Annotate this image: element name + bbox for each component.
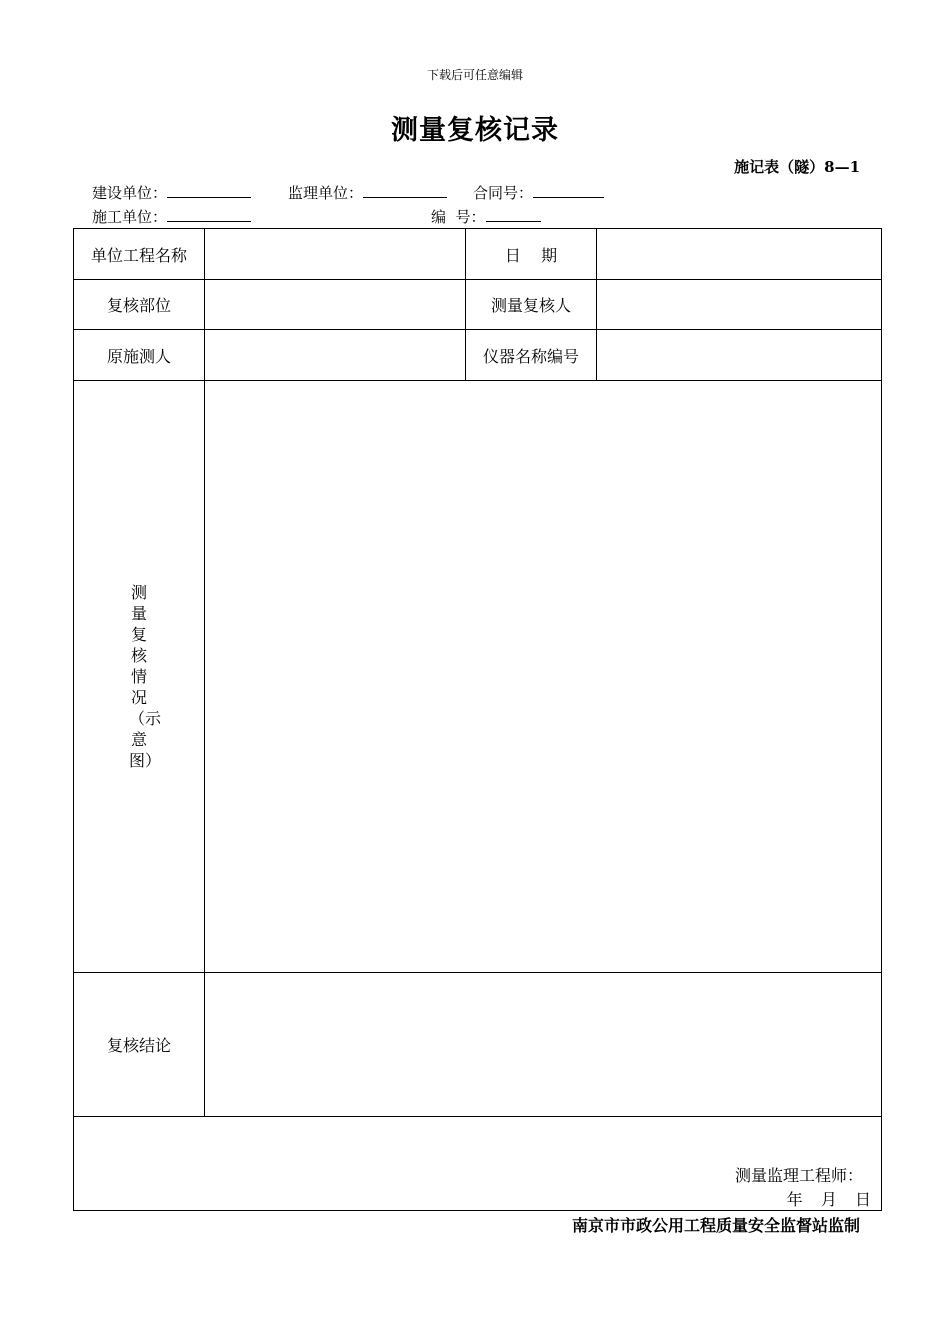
serial-no-blank[interactable] (486, 207, 541, 222)
builder-unit-label: 施工单位： (92, 208, 168, 226)
contract-no-label: 合同号： (473, 184, 534, 202)
conclusion-area[interactable] (205, 973, 882, 1117)
date-sign: 年 月 日 (786, 1190, 871, 1209)
situation-sketch-area[interactable] (205, 381, 882, 973)
situation-label-cell (74, 381, 205, 973)
contract-no-blank[interactable] (533, 183, 604, 198)
original-surveyor-label: 原施测人 (74, 330, 205, 381)
date-label: 日 期 (466, 229, 597, 280)
situation-label: 测量复核情况（示意图） (129, 583, 162, 770)
table-row (74, 381, 882, 973)
supervision-unit-field (288, 182, 447, 203)
project-name-label: 单位工程名称 (74, 229, 205, 280)
issuer-footer: 南京市市政公用工程质量安全监督站监制 (571, 1216, 860, 1235)
check-part-cell[interactable] (205, 280, 466, 330)
construction-unit-label: 建设单位： (92, 184, 168, 202)
instrument-cell[interactable] (597, 330, 882, 381)
table-row (74, 330, 882, 381)
date-cell[interactable] (597, 229, 882, 280)
contract-no-field (473, 182, 604, 203)
record-table (73, 228, 882, 1211)
original-surveyor-cell[interactable] (205, 330, 466, 381)
table-row (74, 1117, 882, 1211)
serial-no-label: 编 号： (431, 208, 486, 226)
download-note: 下载后可任意编辑 (426, 68, 523, 82)
page-title: 测量复核记录 (391, 115, 559, 146)
project-name-cell[interactable] (205, 229, 466, 280)
form-code: 施记表（隧）8—1 (734, 158, 860, 176)
instrument-label: 仪器名称编号 (466, 330, 597, 381)
table-row (74, 229, 882, 280)
table-row (74, 973, 882, 1117)
checker-label: 测量复核人 (466, 280, 597, 330)
builder-unit-blank[interactable] (167, 207, 251, 222)
checker-cell[interactable] (597, 280, 882, 330)
signature-area[interactable] (74, 1117, 882, 1211)
serial-no-field (431, 206, 541, 227)
construction-unit-field (92, 182, 251, 203)
supervisor-label: 测量监理工程师： (734, 1166, 863, 1185)
check-part-label: 复核部位 (74, 280, 205, 330)
construction-unit-blank[interactable] (167, 183, 251, 198)
conclusion-label: 复核结论 (74, 973, 205, 1117)
builder-unit-field (92, 206, 251, 227)
supervision-unit-blank[interactable] (363, 183, 447, 198)
supervision-unit-label: 监理单位： (288, 184, 364, 202)
table-row (74, 280, 882, 330)
